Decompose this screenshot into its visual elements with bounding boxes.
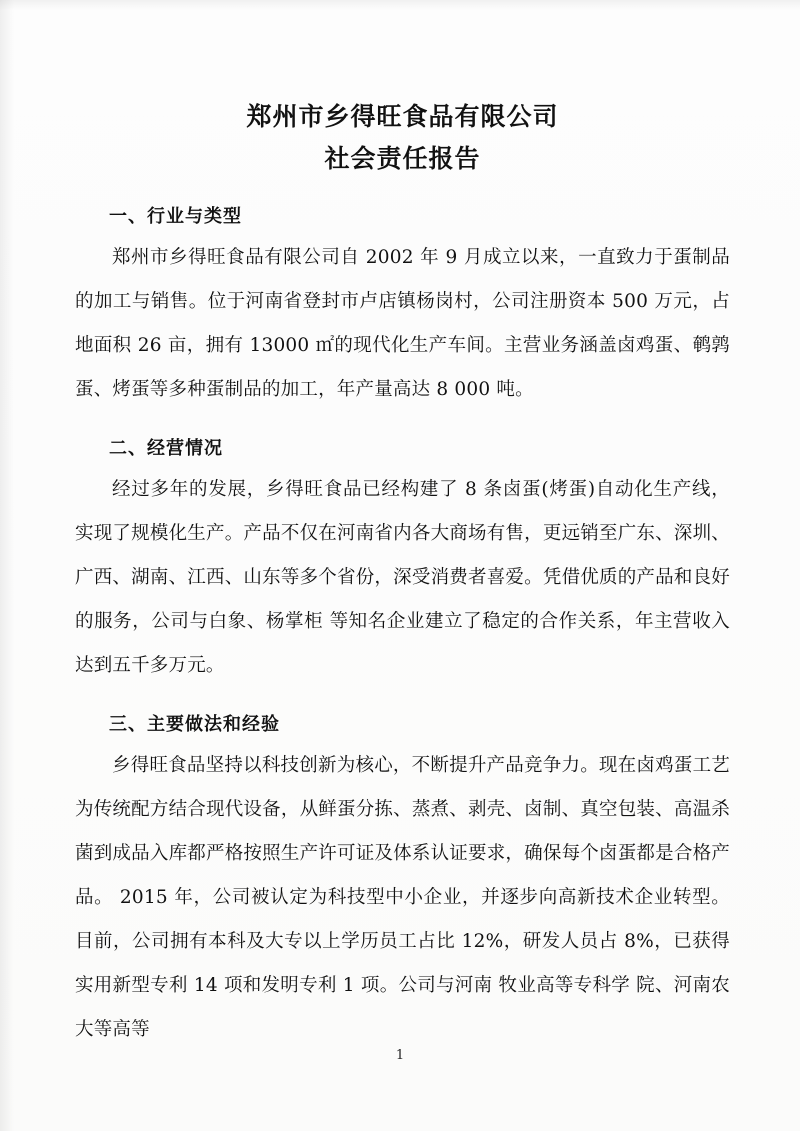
section-paragraph-2: 经过多年的发展，乡得旺食品已经构建了 8 条卤蛋(烤蛋)自动化生产线，实现了规模化生产。产品不仅在河南省内各大商场有售，更远销至广东、深圳、广西、湖南、江西、山东等多个省份，深受消费者喜爱。凭借优质的产品和良好的服务，公司与白象、杨掌柜 等知名企业建立了稳定的合作关系，年主营收入达到五千多万元。 — [75, 479, 730, 676]
section-paragraph-1: 郑州市乡得旺食品有限公司自 2002 年 9 月成立以来，一直致力于蛋制品的加工与销售。位于河南省登封市卢店镇杨岗村，公司注册资本 500 万元，占地面积 26 亩，拥有 13000 ㎡的现代化生产车间。主营业务涵盖卤鸡蛋、鹌鹑蛋、烤蛋等多种蛋制品的加工，年产量高达 8 000 吨。 — [75, 247, 730, 400]
section-heading-1: 一、行业与类型 — [109, 206, 242, 227]
section-paragraph-3: 乡得旺食品坚持以科技创新为核心，不断提升产品竞争力。现在卤鸡蛋工艺为传统配方结合现代设备，从鲜蛋分拣、蒸煮、剥壳、卤制、真空包装、高温杀菌到成品入库都严格按照生产许可证及体系认证要求，确保每个卤蛋都是合格产品。 2015 年，公司被认定为科技型中小企业，并逐步向高新技术企业转型。目前，公司拥有本科及大专以上学历员工占比 12%，研发人员占 8%，已获得实用新型专利 14 项和发明专利 1 项。公司与河南 牧业高等专科学 院、河南农大等高等 — [75, 755, 730, 1040]
page-title — [75, 96, 730, 180]
section-heading-3: 三、主要做法和经验 — [109, 714, 280, 735]
document-title-line-2: 社会责任报告 — [324, 144, 481, 173]
section-heading-2: 二、经营情况 — [109, 438, 223, 459]
document-body — [75, 96, 730, 1052]
document-title-line-1: 郑州市乡得旺食品有限公司 — [246, 102, 559, 131]
page-number: 1 — [395, 1048, 405, 1063]
